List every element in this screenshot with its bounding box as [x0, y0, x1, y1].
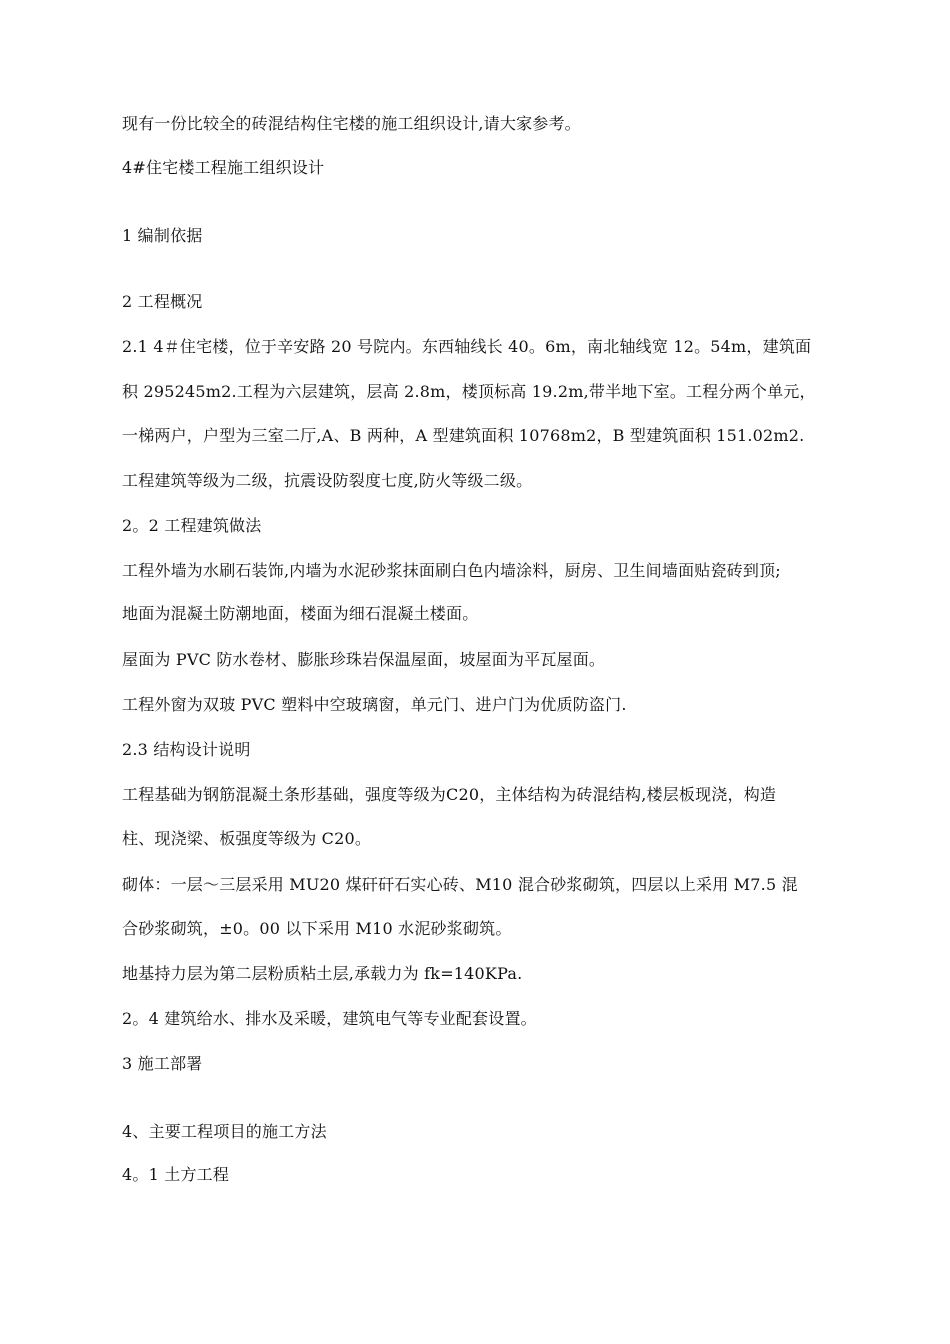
- section-heading-3: 3 施工部署: [122, 1054, 203, 1073]
- paragraph-line: 地面为混凝土防潮地面，楼面为细石混凝土楼面。: [122, 604, 479, 623]
- paragraph-line: 工程外墙为水刷石装饰,内墙为水泥砂浆抹面刷白色内墙涂料，厨房、卫生间墙面贴瓷砖到顶;: [122, 561, 781, 580]
- paragraph-line: 屋面为 PVC 防水卷材、膨胀珍珠岩保温屋面，坡屋面为平瓦屋面。: [122, 650, 606, 669]
- document-title: 4#住宅楼工程施工组织设计: [122, 158, 325, 177]
- section-heading-1: 1 编制依据: [122, 226, 203, 245]
- subsection-heading-2-3: 2.3 结构设计说明: [122, 740, 251, 759]
- paragraph-line: 积 295245m2.工程为六层建筑，层高 2.8m，楼顶标高 19.2m,带半地下室。工程分两个单元，: [122, 382, 816, 401]
- subsection-heading-2-4: 2。4 建筑给水、排水及采暖，建筑电气等专业配套设置。: [122, 1009, 537, 1028]
- section-heading-4: 4、主要工程项目的施工方法: [122, 1122, 327, 1141]
- paragraph-line: 砌体：一层～三层采用 MU20 煤矸矸石实心砖、M10 混合砂浆砌筑，四层以上采用 M7.5 混: [122, 875, 798, 894]
- section-heading-2: 2 工程概况: [122, 292, 203, 311]
- subsection-heading-4-1: 4。1 土方工程: [122, 1165, 230, 1184]
- paragraph-line: 工程建筑等级为二级，抗震设防裂度七度,防火等级二级。: [122, 471, 533, 490]
- paragraph-line: 地基持力层为第二层粉质粘土层,承载力为 fk=140KPa.: [122, 964, 523, 983]
- intro-text: 现有一份比较全的砖混结构住宅楼的施工组织设计,请大家参考。: [122, 114, 581, 133]
- paragraph-line: 合砂浆砌筑，±0。00 以下采用 M10 水泥砂浆砌筑。: [122, 919, 512, 938]
- subsection-heading-2-2: 2。2 工程建筑做法: [122, 516, 262, 535]
- paragraph-line: 柱、现浇梁、板强度等级为 C20。: [122, 829, 372, 848]
- paragraph-line: 2.1 4＃住宅楼，位于辛安路 20 号院内。东西轴线长 40。6m，南北轴线宽 12。54m，建筑面: [122, 337, 812, 356]
- paragraph-line: 工程基础为钢筋混凝土条形基础，强度等级为C20，主体结构为砖混结构,楼层板现浇，构造: [122, 785, 777, 804]
- paragraph-line: 一梯两户，户型为三室二厅,A、B 两种，A 型建筑面积 10768m2，B 型建筑面积 151.02m2.: [122, 426, 805, 445]
- paragraph-line: 工程外窗为双玻 PVC 塑料中空玻璃窗，单元门、进户门为优质防盗门.: [122, 695, 627, 714]
